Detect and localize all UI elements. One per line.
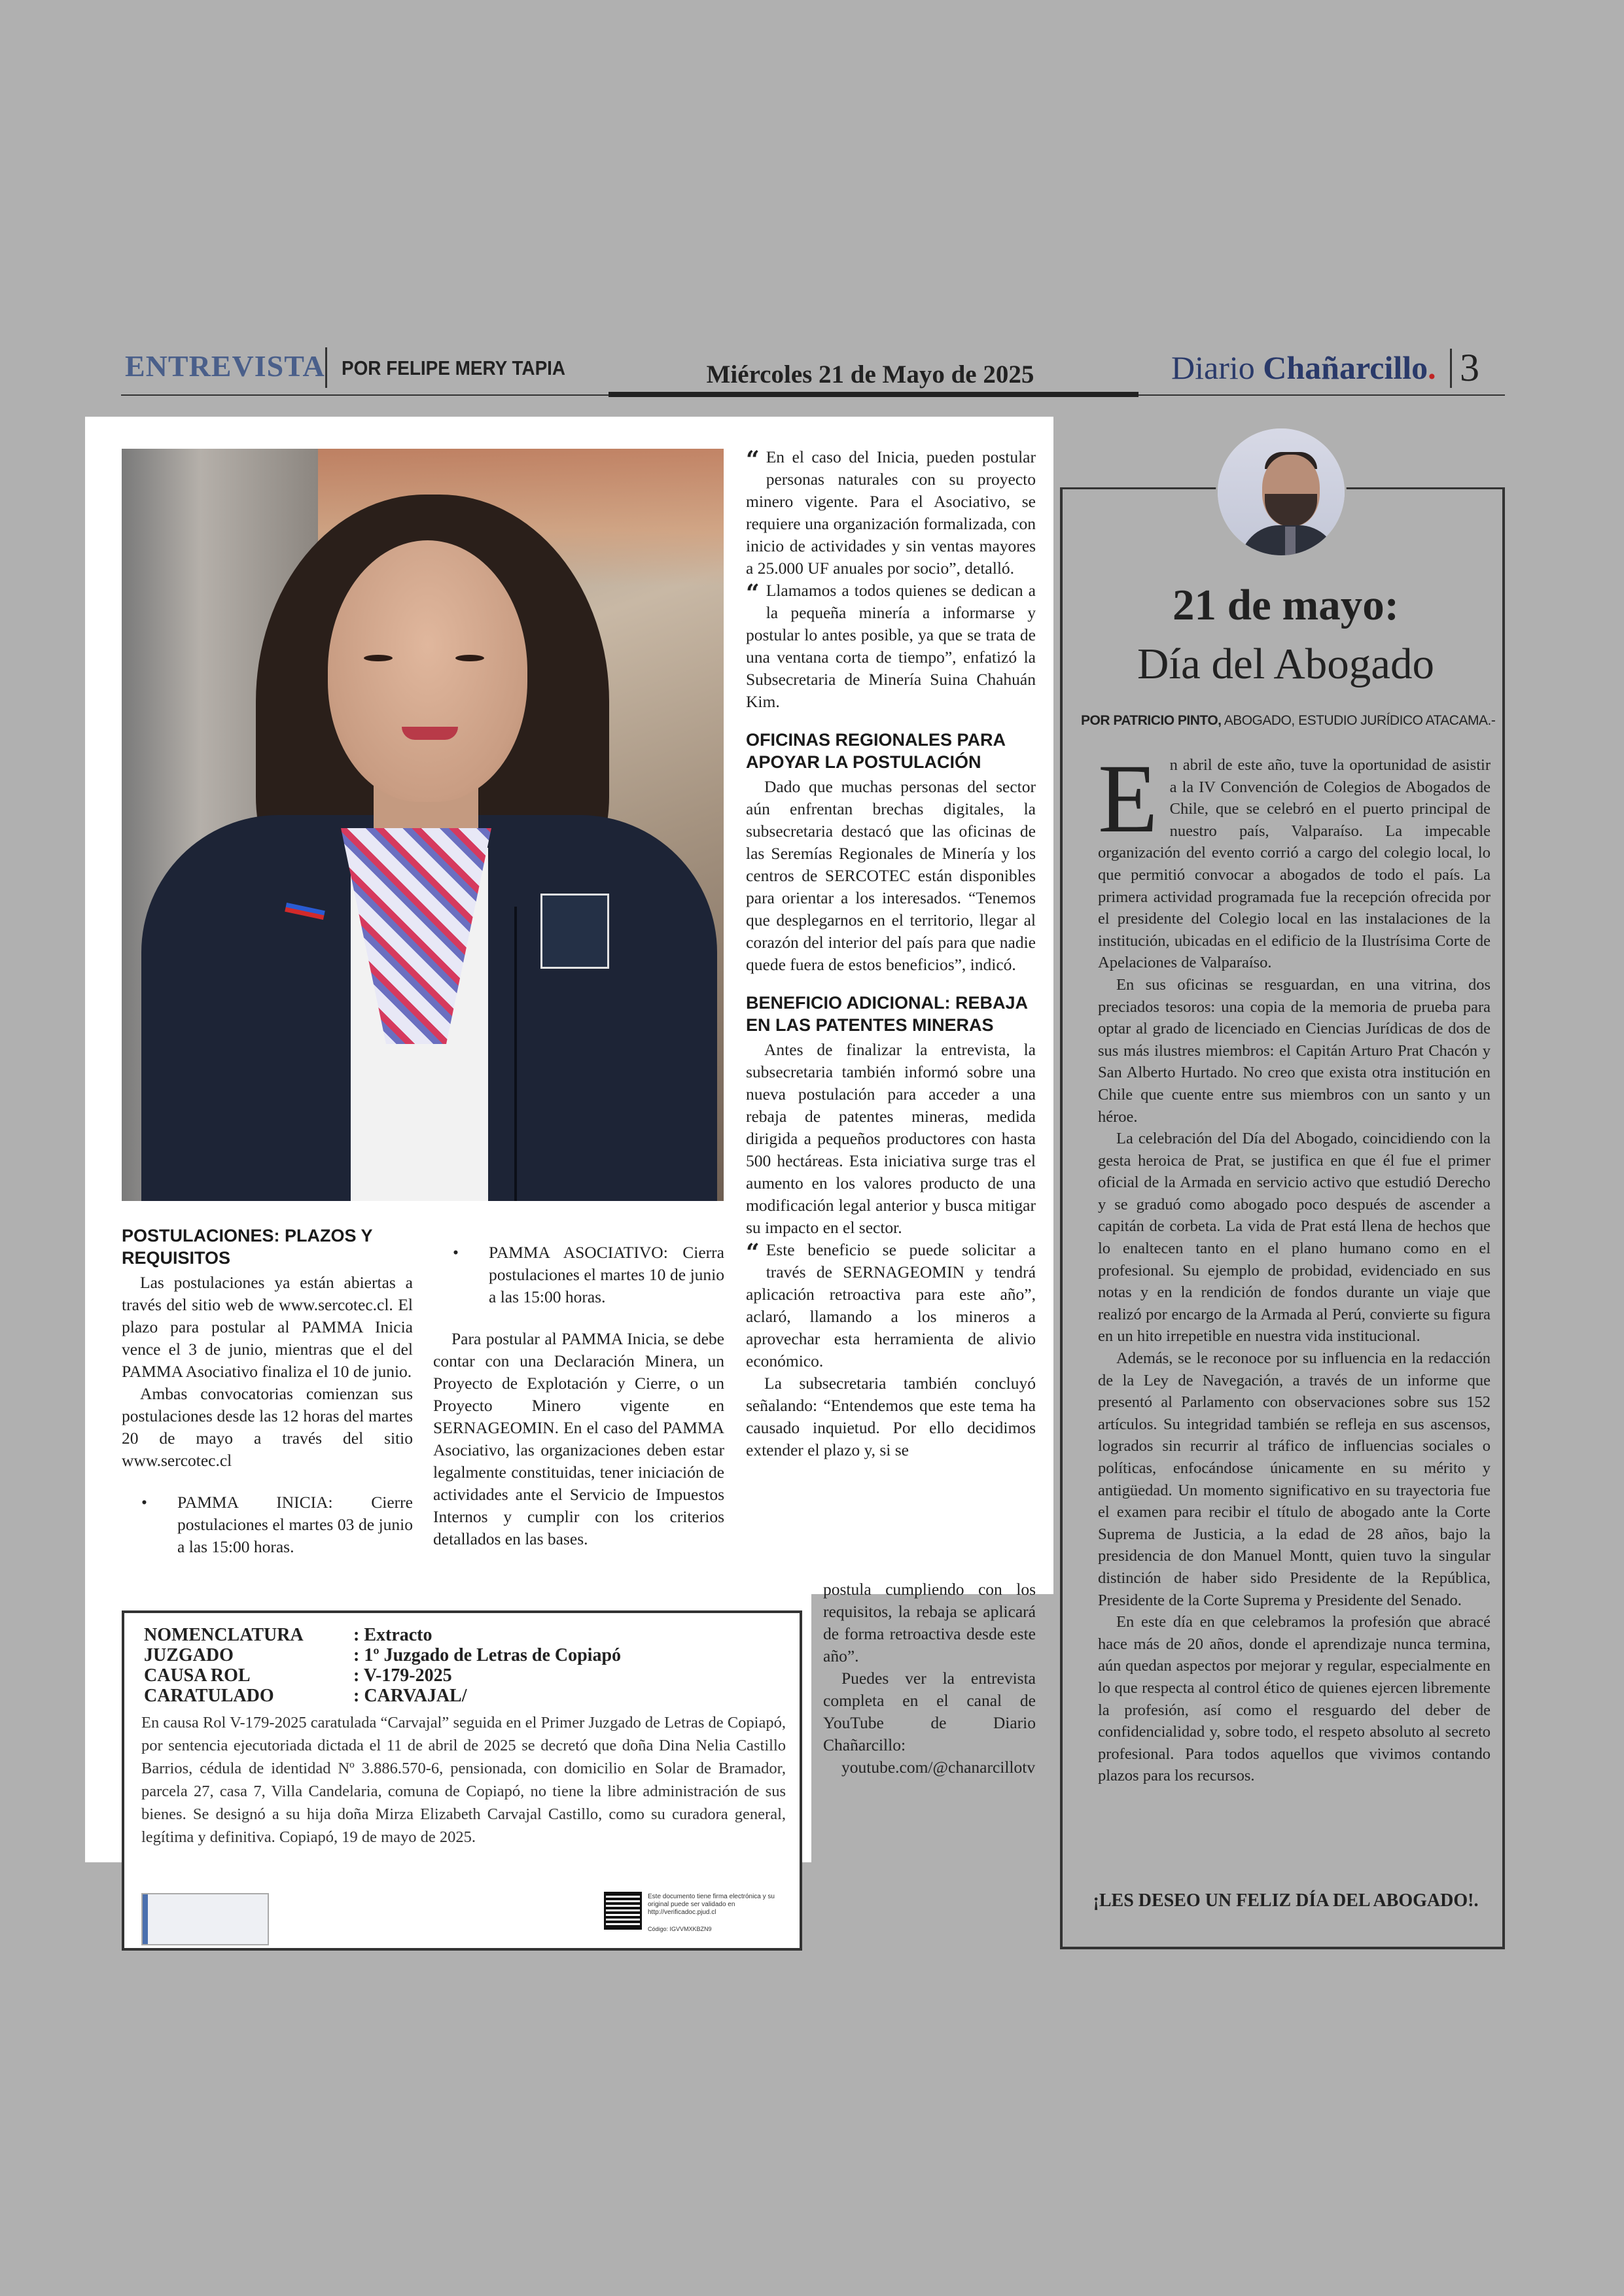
paragraph: La celebración del Día del Abogado, coincidiendo con la gesta heroica de Prat, se justifica en que él fue el primer oficial de la Armada en servicio activo que estudió Derecho y se graduó como abogado poco después de ascender a capitán de corbeta. La vida de Prat está llena de hechos que lo enaltecen tanto en el plano humano como en el profesional. Su ejemplo de probidad, evidenciado en sus notas y en la rendición de fondos durante un viaje que realizó por encargo de la Armada al Perú, convierte su figura en un hito irrepetible en nuestra vida institucional. [1098,1130,1491,1346]
quote-text: Llamamos a todos quienes se dedican a la pequeña minería a informarse y postular lo antes posible, ya que se trata de una ventana corta de tiempo”, enfatizó la Subsecretaria de Minería Suina Chahuán Kim. [746,581,1036,711]
quote-text: En el caso del Inicia, pueden postular personas naturales con su proyecto minero vigente. Para el Asociativo, se requiere una organización formalizada, con inicio de actividades y sin ventas mayores a 25.000 UF anuales por socio”, detalló. [746,447,1036,578]
quote-paragraph [746,580,1036,713]
qr-note: Este documento tiene firma electrónica y su original puede ser validado en http://verificadoc.pjud.cl [648,1893,775,1916]
brand-name: Chañarcillo [1263,349,1428,386]
legal-row: NOMENCLATURA : Extracto [144,1625,432,1645]
quote-text: Este beneficio se puede solicitar a través de SERNAGEOMIN y tendrá aplicación retroactiva para este año”, aclaró, llamando a los mineros a aprovechar esta herramienta de alivio económico. [746,1240,1036,1370]
bullet-pamma-inicia: • PAMMA INICIA: Cierre postulaciones el martes 03 de junio a las 15:00 horas. [122,1491,413,1558]
paragraph: En sus oficinas se resguardan, en una vitrina, dos preciados tesoros: una copia de la memoria de prueba para optar al grado de licenciado en Ciencias Jurídicas de dos de sus más ilustres miembros: el Capitán Arturo Prat Chacón y San Alberto Hurtado. No creo que exista otra institución en Chile que cuente entre sus miembros con un santo y un héroe. [1098,975,1491,1126]
header-author: POR FELIPE MERY TAPIA [342,357,566,379]
legal-row: CAUSA ROL : V-179-2025 [144,1665,452,1686]
legal-meta [144,1625,621,1706]
opinion-text [1098,744,1491,1787]
page-number: 3 [1460,346,1479,389]
paragraph: Puedes ver la entrevista completa en el canal de YouTube de Diario Chañarcillo: [823,1669,1036,1754]
youtube-link[interactable]: youtube.com/@chanarcillotv [841,1758,1036,1777]
quote-paragraph [746,446,1036,580]
electronic-signature-stamp [141,1893,269,1945]
header-rule-accent [609,392,1139,397]
quote-paragraph [746,1239,1036,1372]
legal-body: En causa Rol V-179-2025 caratulada “Carvajal” seguida en el Primer Juzgado de Letras de Copiapó, por sentencia ejecutoriada dictada el 11 de abril de 2025 se decretó que doña Dina Nelia Castillo Barrios, cédula de identidad Nº 3.886.570-6, pensionada, con domicilio en Solar de Bramador, parcela 27, casa 7, Villa Candelaria, comuna de Copiapó, no tiene la libre administración de sus bienes. Se designó a su hija doña Mirza Elizabeth Carvajal Castillo, como su curadora general, legítima y definitiva. Copiapó, 19 de mayo de 2025. [141,1714,786,1846]
legal-row: CARATULADO : CARVAJAL/ [144,1686,467,1706]
paragraph: La subsecretaria también concluyó señalando: “Entendemos que este tema ha causado inquietud. Por ello decidimos extender el plazo y, si se [746,1374,1036,1459]
subheading-oficinas: OFICINAS REGIONALES PARA APOYAR LA POSTULACIÓN [746,730,1006,772]
drop-cap: E [1098,744,1158,853]
quote-mark-icon: “ [746,580,760,607]
qr-code-text: Código: IGVVMXKBZN9 [648,1926,712,1932]
quote-mark-icon: “ [746,1239,760,1266]
paragraph: Dado que muchas personas del sector aún enfrentan brechas digitales, la subsecretaria destacó que las oficinas de las Seremías Regionales de Minería y los centros de SERCOTEC están disponibles para orientar a los interesados. “Tenemos que desplegarnos en el territorio, llegar al corazón del interior del país para que nadie quede fuera de estos beneficios”, indicó. [746,777,1036,974]
newspaper-brand [1171,349,1436,387]
header-date: Miércoles 21 de Mayo de 2025 [706,360,1034,389]
header-divider [325,347,327,388]
paragraph: Para postular al PAMMA Inicia, se debe contar con una Declaración Minera, un Proyecto de Explotación y Cierre, o un Proyecto Minero vigente en SERNAGEOMIN. En el caso del PAMMA Asociativo, las organizaciones deben estar legalmente constituidas, tener iniciación de actividades ante el Servicio de Impuestos Internos y cumplir con los criterios detallados en las bases. [433,1329,724,1548]
paragraph: Ambas convocatorias comienzan sus postulaciones desde las 12 horas del martes 20 de mayo a través del sitio www.sercotec.cl [122,1384,413,1470]
brand-dot: . [1428,349,1436,386]
qr-code-icon[interactable] [604,1892,642,1930]
subheading-beneficio: BENEFICIO ADICIONAL: REBAJA EN LAS PATENTES MINERAS [746,993,1028,1035]
interviewee-photo [122,449,724,1201]
article-column-3-continuation [823,1578,1036,1779]
legal-row: JUZGADO : 1º Juzgado de Letras de Copiapó [144,1645,622,1665]
section-label: ENTREVISTA [125,349,325,383]
paragraph: postula cumpliendo con los requisitos, la rebaja se aplicará de forma retroactiva desde este año”. [823,1580,1036,1665]
header-divider-right [1450,349,1452,388]
opinion-title [1067,576,1505,693]
opinion-title-line1: 21 de mayo: [1172,581,1400,629]
columnist-photo [1216,426,1347,557]
quote-mark-icon: “ [746,446,760,474]
article-column-3 [746,446,1036,1461]
opinion-byline: POR PATRICIO PINTO, ABOGADO, ESTUDIO JURÍDICO ATACAMA.- [1081,713,1496,728]
article-column-2 [433,1242,724,1550]
paragraph: En abril de este año, tuve la oportunidad de asistir a la IV Convención de Colegios de Abogados de Chile, que se celebró en el puerto principal de nuestro país, Valparaíso. La impecable organización del evento corrió a cargo del colegio local, lo que permitió convocar a abogados de todo el país. La primera actividad programada fue la recepción ofrecida por el presidente del Colegio local en las instalaciones de la institución, ubicadas en el edificio de la Ilustrísima Corte de Apelaciones de Valparaíso. [1098,744,1491,972]
opinion-title-line2: Día del Abogado [1137,640,1435,688]
paragraph: Antes de finalizar la entrevista, la subsecretaria también informó sobre una nueva postulación para acceder a una rebaja de patentes mineras, medida dirigida a pequeños productores con hasta 500 hectáreas. Esta iniciativa surge tras el aumento en los valores producto de una modificación legal anterior y busca mitigar su impacto en el sector. [746,1040,1036,1237]
brand-prefix: Diario [1171,349,1263,386]
paragraph: En este día en que celebramos la profesión que abracé hace más de 20 años, donde el aprendizaje nunca termina, aún quedan aspectos por mejorar y regular, especialmente en lo que respecta al control ético de quienes ejercen libremente la profesión, así como el resguardo del deber de confidencialidad y, sobre todo, el respeto absoluto al secreto profesional. Para todos aquellos que vivimos contando plazos para los recursos. [1098,1613,1491,1785]
subheading-postulaciones: POSTULACIONES: PLAZOS Y REQUISITOS [122,1226,373,1268]
article-column-1 [122,1225,413,1558]
jacket-logo [540,894,609,969]
opinion-closing: ¡LES DESEO UN FELIZ DÍA DEL ABOGADO!. [1093,1890,1479,1911]
bullet-pamma-asociativo: • PAMMA ASOCIATIVO: Cierra postulaciones el martes 10 de junio a las 15:00 horas. [433,1242,724,1308]
paragraph: Además, se le reconoce por su influencia en la redacción de la Ley de Navegación, a través de un informe que presentó al Parlamento con observaciones sobre sus 152 artículos. Su integridad también se refleja en sus ascensos, logrados sin recurrir al tráfico de influencias sociales o políticas, enfocándose únicamente en su mérito y antigüedad. Un momento significativo en su trayectoria fue el examen para recibir el título de abogado ante la Corte Suprema de Justicia, a la edad de 28 años, bajo la presidencia de don Manuel Montt, quien tuvo la singular distinción de haber sido Presidente de la República, Presidente de la Corte Suprema y Presidente del Senado. [1098,1349,1491,1609]
paragraph: Las postulaciones ya están abiertas a través del sitio web de www.sercotec.cl. El plazo para postular al PAMMA Inicia vence el 3 de junio, mientras que el del PAMMA Asociativo finaliza el 10 de junio. [122,1273,413,1381]
page-header [121,343,1505,396]
legal-notice [122,1610,802,1951]
